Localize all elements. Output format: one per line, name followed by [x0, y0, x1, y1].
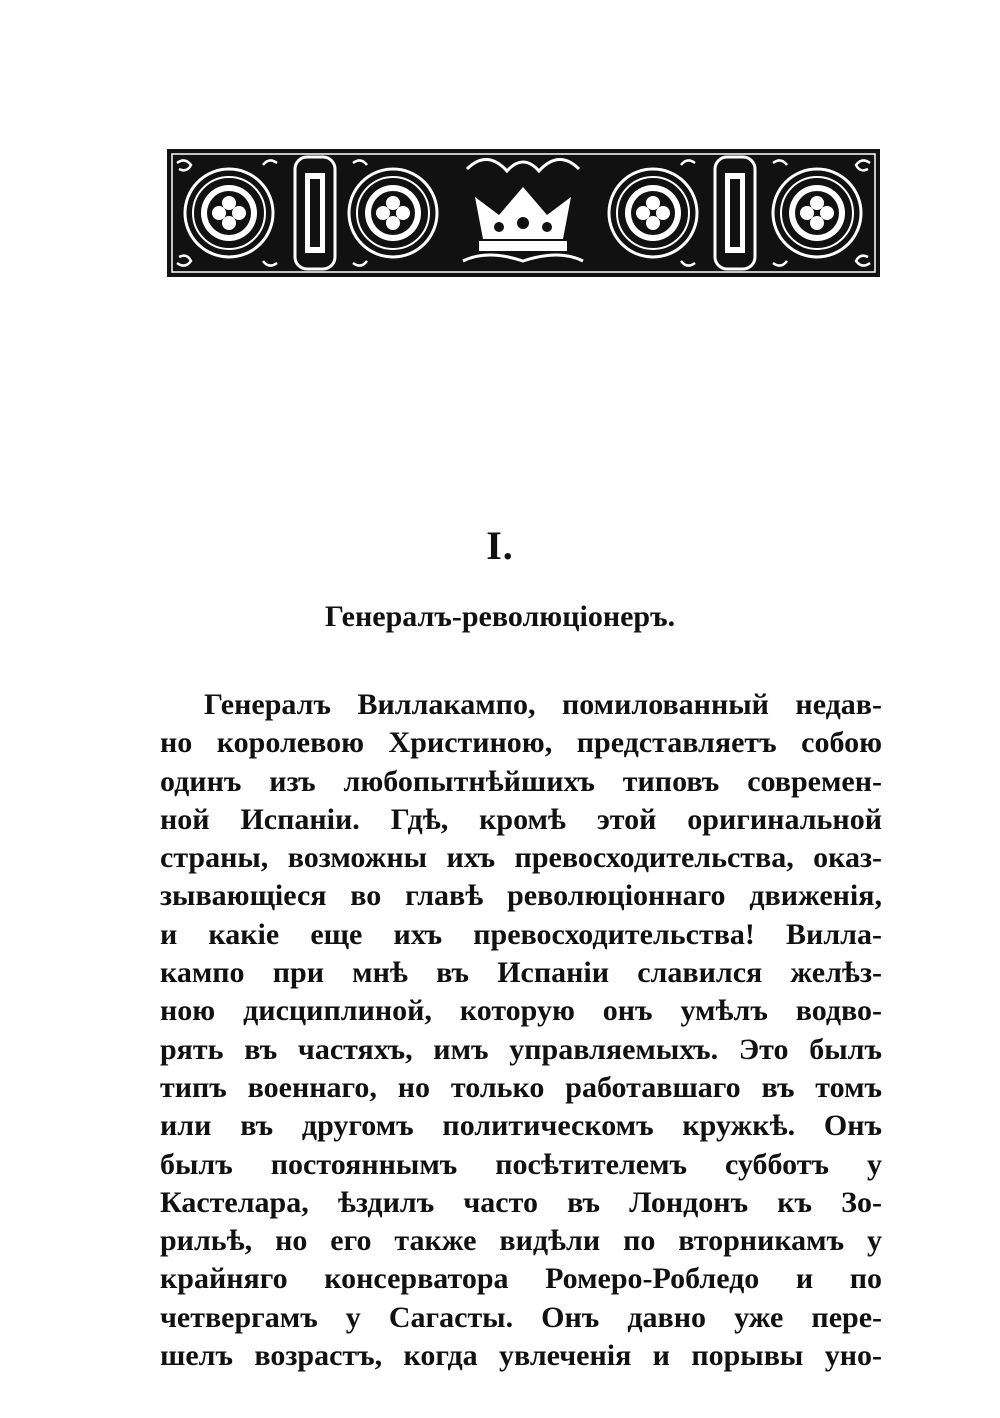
text-line: рять въ частяхъ, имъ управляемыхъ. Это былъ — [160, 1032, 882, 1066]
chapter-title: Генералъ-революціонеръ. — [324, 600, 676, 633]
text-line: ной Испаніи. Гдѣ, кромѣ этой оригинальной — [160, 802, 882, 836]
decorative-header-band-icon — [167, 149, 880, 277]
text-line: или въ другомъ политическомъ кружкѣ. Онъ — [160, 1109, 882, 1143]
text-line: но королевою Христиною, представляетъ собою — [160, 726, 882, 760]
text-line: кампо при мнѣ въ Испаніи славился желѣз- — [160, 956, 882, 990]
text-line: зывающіеся во главѣ революціоннаго движенія, — [160, 879, 882, 913]
chapter-number: I. — [486, 523, 514, 568]
text-line: былъ постояннымъ посѣтителемъ субботъ у — [160, 1147, 882, 1181]
text-line: крайняго консерватора Ромеро-Робледо и по — [160, 1262, 882, 1296]
text-line: и какіе еще ихъ превосходительства! Вилла- — [160, 917, 882, 951]
text-line: шелъ возрастъ, когда увлеченія и порывы уно- — [160, 1339, 882, 1373]
text-line: одинъ изъ любопытнѣйшихъ типовъ современ- — [160, 764, 882, 798]
text-line: рильѣ, но его также видѣли по вторникамъ у — [160, 1224, 882, 1258]
text-line: ною дисциплиной, которую онъ умѣлъ водво- — [160, 994, 882, 1028]
body-paragraph — [160, 686, 882, 1375]
text-line: типъ военнаго, но только работавшаго въ томъ — [160, 1070, 882, 1104]
text-line: Генералъ Виллакампо, помилованный недав- — [204, 688, 882, 721]
text-line: четвергамъ у Сагасты. Онъ давно уже пере- — [160, 1300, 882, 1334]
text-line: страны, возможны ихъ превосходительства, оказ- — [160, 841, 882, 875]
text-line: Кастелара, ѣздилъ часто въ Лондонъ къ Зо- — [160, 1185, 882, 1219]
